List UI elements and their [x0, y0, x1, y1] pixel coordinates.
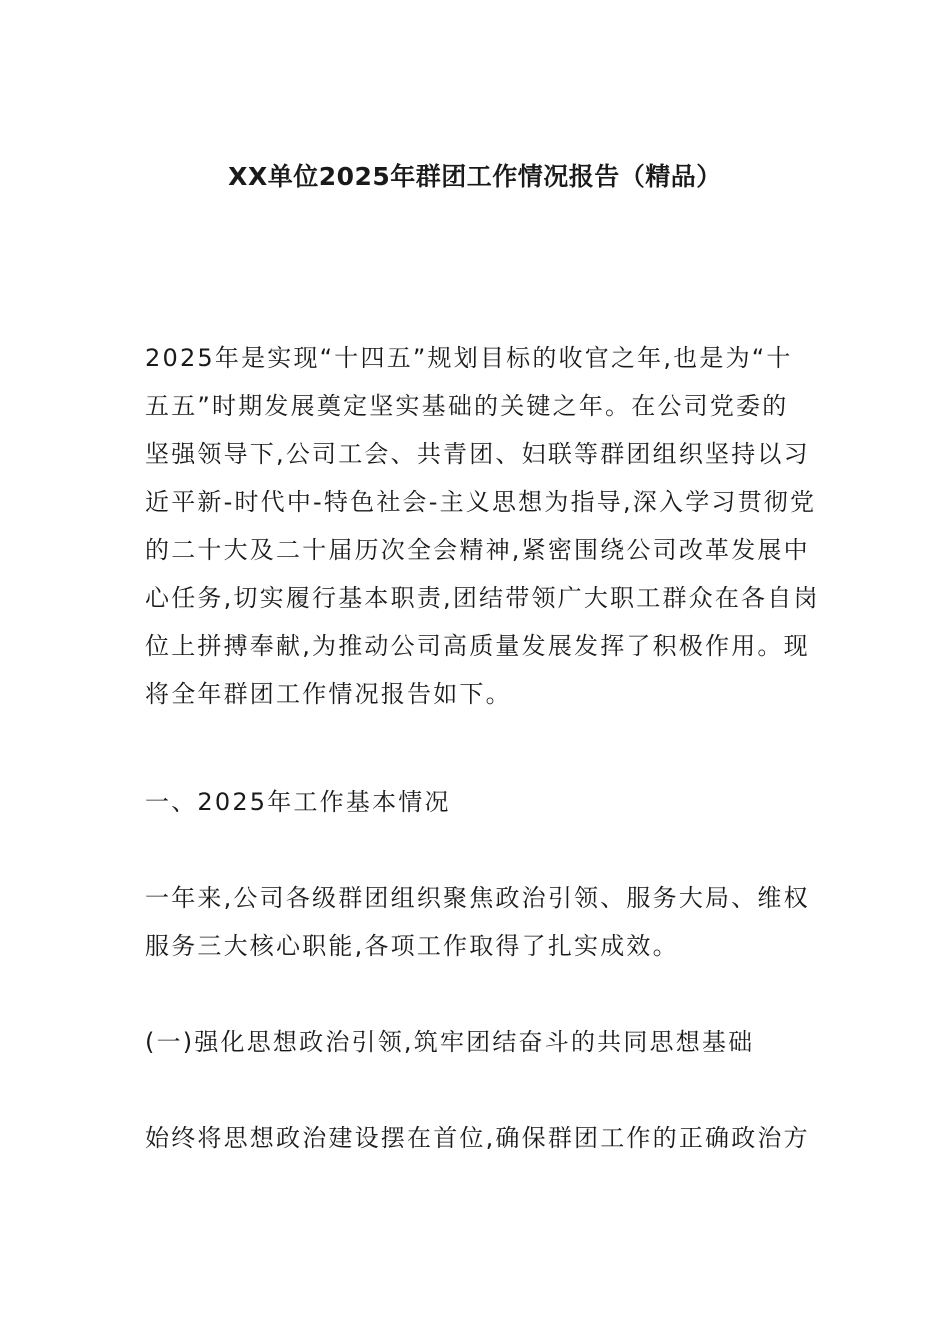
paragraph-line: 始终将思想政治建设摆在首位,确保群团工作的正确政治方	[145, 1124, 810, 1152]
subsection-heading	[145, 1018, 810, 1066]
paragraph-line: 位上拼搏奉献,为推动公司高质量发展发挥了积极作用。现	[145, 632, 810, 660]
section-heading	[145, 778, 810, 826]
intro-paragraph	[145, 334, 820, 718]
subsection-paragraph	[145, 1114, 810, 1162]
paragraph-line: 将全年群团工作情况报告如下。	[145, 680, 512, 708]
paragraph-line: 服务三大核心职能,各项工作取得了扎实成效。	[145, 932, 679, 960]
paragraph-line: 五五”时期发展奠定坚实基础的关键之年。在公司党委的	[145, 392, 789, 420]
paragraph-line: 一年来,公司各级群团组织聚焦政治引领、服务大局、维权	[145, 884, 810, 912]
paragraph-line: 近平新-时代中-特色社会-主义思想为指导,深入学习贯彻党	[145, 488, 817, 516]
subsection-heading-text: (一)强化思想政治引领,筑牢团结奋斗的共同思想基础	[145, 1028, 755, 1056]
paragraph-line: 2025年是实现“十四五”规划目标的收官之年,也是为“十	[145, 344, 793, 372]
paragraph-line: 的二十大及二十届历次全会精神,紧密围绕公司改革发展中	[145, 536, 810, 564]
section-heading-text: 一、2025年工作基本情况	[145, 788, 451, 816]
paragraph-line: 坚强领导下,公司工会、共青团、妇联等群团组织坚持以习	[145, 440, 810, 468]
paragraph-line: 心任务,切实履行基本职责,团结带领广大职工群众在各自岗	[145, 584, 820, 612]
section-paragraph	[145, 874, 810, 970]
document-title: XX单位2025年群团工作情况报告（精品）	[228, 162, 722, 191]
